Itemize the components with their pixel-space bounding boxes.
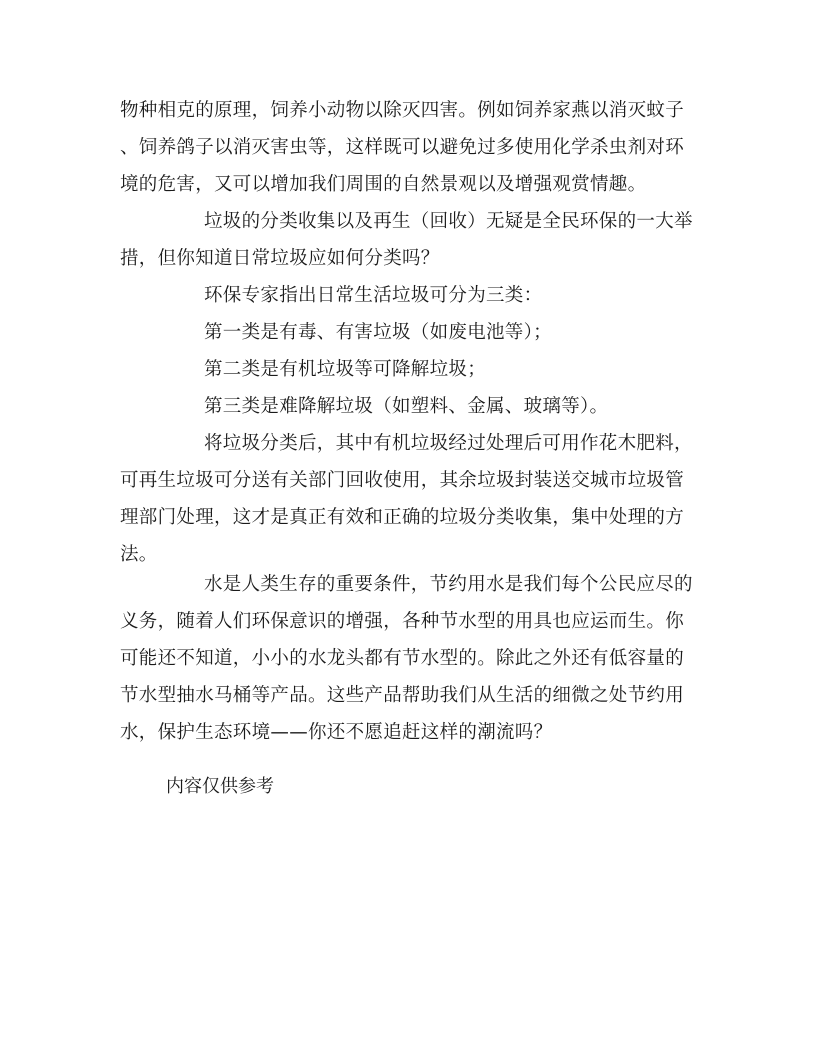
text-line: 将垃圾分类后，其中有机垃圾经过处理后可用作花木肥料， — [204, 433, 693, 454]
paragraph-category-three — [120, 388, 700, 425]
text-line: 可能还不知道，小小的水龙头都有节水型的。除此之外还有低容量的 — [120, 648, 685, 669]
text-line: 义务，随着人们环保意识的增强，各种节水型的用具也应运而生。你 — [120, 611, 685, 632]
text-line: 第二类是有机垃圾等可降解垃圾； — [204, 359, 487, 380]
text-line: 物种相克的原理，饲养小动物以除灭四害。例如饲养家燕以消灭蚊子 — [120, 100, 685, 121]
paragraph-category-one — [120, 314, 700, 351]
paragraph-after-sorting — [120, 425, 700, 573]
text-line: 第一类是有毒、有害垃圾（如废电池等）； — [204, 322, 552, 343]
text-line: 第三类是难降解垃圾（如塑料、金属、玻璃等）。 — [204, 396, 609, 417]
text-line: 水，保护生态环境——你还不愿追赶这样的潮流吗？ — [120, 722, 553, 743]
text-line: 水是人类生存的重要条件，节约用水是我们每个公民应尽的 — [204, 574, 693, 595]
paragraph-water-saving — [120, 566, 700, 751]
text-line: 可再生垃圾可分送有关部门回收使用，其余垃圾封装送交城市垃圾管 — [120, 470, 685, 491]
text-line: 垃圾的分类收集以及再生（回收）无疑是全民环保的一大举 — [204, 211, 693, 232]
text-line: 节水型抽水马桶等产品。这些产品帮助我们从生活的细微之处节约用 — [120, 685, 685, 706]
text-line: 环保专家指出日常生活垃圾可分为三类： — [204, 285, 543, 306]
paragraph-three-categories — [120, 277, 700, 314]
paragraph-waste-sorting-intro — [120, 203, 700, 277]
paragraph-category-two — [120, 351, 700, 388]
text-line: 理部门处理，这才是真正有效和正确的垃圾分类收集，集中处理的方 — [120, 507, 685, 528]
text-line: 、饲养鸽子以消灭害虫等，这样既可以避免过多使用化学杀虫剂对环 — [120, 137, 685, 158]
text-line: 措，但你知道日常垃圾应如何分类吗？ — [120, 248, 440, 269]
reference-only-note: 内容仅供参考 — [166, 776, 274, 797]
paragraph-pest-control — [120, 92, 700, 203]
text-line: 境的危害，又可以增加我们周围的自然景观以及增强观赏情趣。 — [120, 174, 647, 195]
text-line: 法。 — [120, 544, 158, 565]
